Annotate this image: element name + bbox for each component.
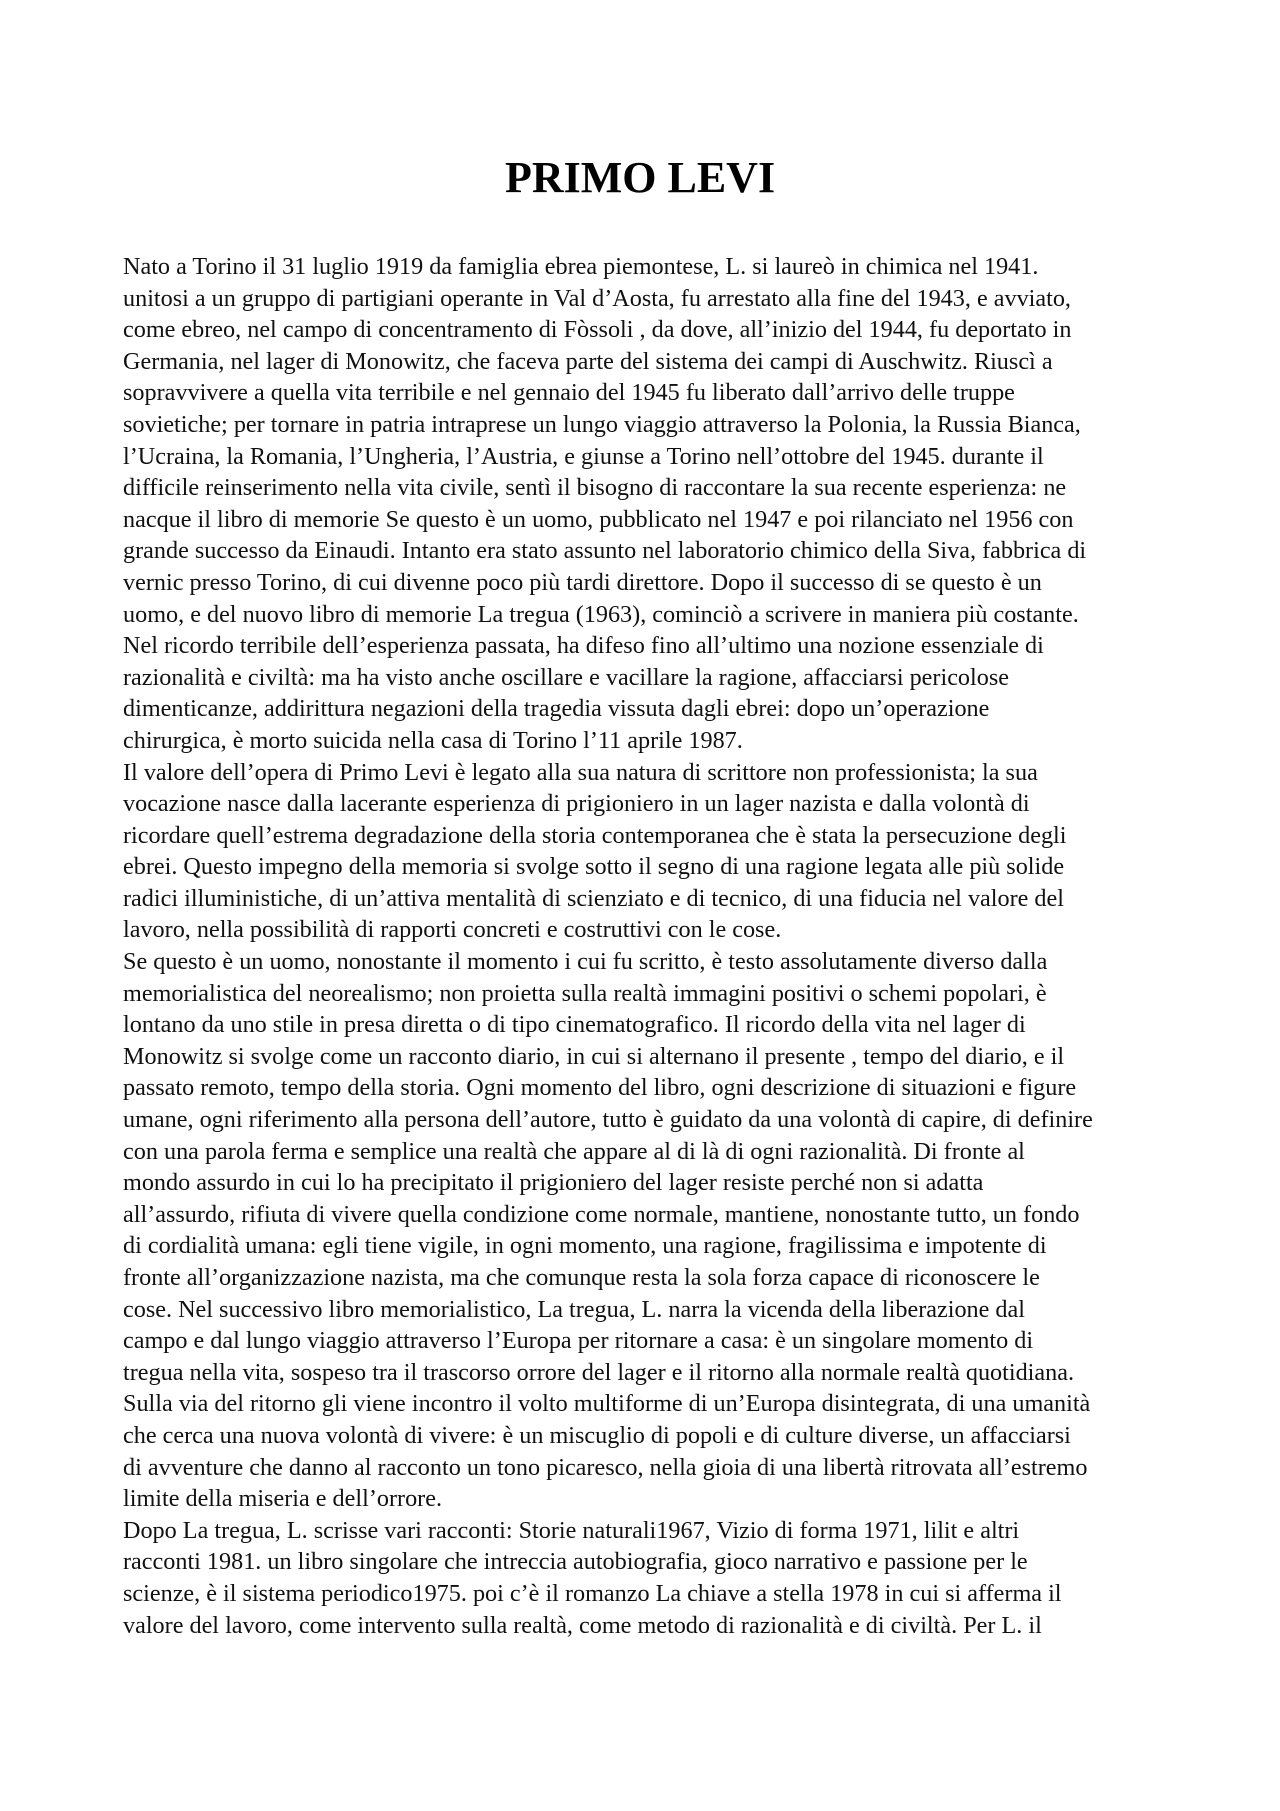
text-line: umane, ogni riferimento alla persona dell’autore, tutto è guidato da una volontà di capire, di definire [123, 1106, 1093, 1134]
text-line: racconti 1981. un libro singolare che intreccia autobiografia, gioco narrativo e passione per le [123, 1548, 1028, 1576]
text-line: all’assurdo, rifiuta di vivere quella condizione come normale, mantiene, nonostante tutto, un fondo [123, 1200, 1080, 1228]
text-line: di avventure che danno al racconto un tono picaresco, nella gioia di una libertà ritrovata all’estremo [123, 1453, 1088, 1481]
text-line: grande successo da Einaudi. Intanto era stato assunto nel laboratorio chimico della Siva, fabbrica di [123, 537, 1087, 565]
text-line: campo e dal lungo viaggio attraverso l’Europa per ritornare a casa: è un singolare momento di [123, 1327, 1034, 1355]
body-text [123, 251, 1173, 1641]
text-line: dimenticanze, addirittura negazioni della tragedia vissuta dagli ebrei: dopo un’operazione [123, 695, 990, 723]
text-line: memorialistica del neorealismo; non proietta sulla realtà immagini positivi o schemi popolari, è [123, 979, 1047, 1007]
text-line: mondo assurdo in cui lo ha precipitato il prigioniero del lager resiste perché non si adatta [123, 1169, 984, 1197]
text-line: Nel ricordo terribile dell’esperienza passata, ha difeso fino all’ultimo una nozione essenziale di [123, 632, 1044, 660]
text-line: vocazione nasce dalla lacerante esperienza di prigioniero in un lager nazista e dalla volontà di [123, 790, 1030, 818]
text-line: ebrei. Questo impegno della memoria si svolge sotto il segno di una ragione legata alle più solide [123, 853, 1065, 881]
text-line: di cordialità umana: egli tiene vigile, in ogni momento, una ragione, fragilissima e impotente di [123, 1232, 1047, 1260]
text-line: passato remoto, tempo della storia. Ogni momento del libro, ogni descrizione di situazioni e figure [123, 1074, 1077, 1102]
text-line: lavoro, nella possibilità di rapporti concreti e costruttivi con le cose. [123, 916, 782, 944]
text-line: che cerca una nuova volontà di vivere: è un miscuglio di popoli e di culture diverse, un affacciarsi [123, 1421, 1071, 1449]
text-line: chirurgica, è morto suicida nella casa di Torino l’11 aprile 1987. [123, 726, 743, 754]
text-line: radici illuministiche, di un’attiva mentalità di scienziato e di tecnico, di una fiducia nel valore del [123, 884, 1064, 912]
text-line: razionalità e civiltà: ma ha visto anche oscillare e vacillare la ragione, affacciarsi pericolose [123, 663, 1009, 691]
text-line: sovietiche; per tornare in patria intraprese un lungo viaggio attraverso la Polonia, la Russia Bianca, [123, 410, 1081, 438]
page-title: PRIMO LEVI [504, 153, 776, 202]
text-line: nacque il libro di memorie Se questo è un uomo, pubblicato nel 1947 e poi rilanciato nel 1956 con [123, 505, 1074, 533]
text-line: Germania, nel lager di Monowitz, che faceva parte del sistema dei campi di Auschwitz. Riuscì a [123, 347, 1053, 375]
text-line: lontano da uno stile in presa diretta o di tipo cinematografico. Il ricordo della vita nel lager di [123, 1011, 1026, 1039]
text-line: sopravvivere a quella vita terribile e nel gennaio del 1945 fu liberato dall’arrivo delle truppe [123, 379, 1015, 407]
text-line: Sulla via del ritorno gli viene incontro il volto multiforme di un’Europa disintegrata, di una umanità [123, 1390, 1091, 1418]
text-line: Il valore dell’opera di Primo Levi è legato alla sua natura di scrittore non professionista; la sua [123, 758, 1038, 786]
text-line: cose. Nel successivo libro memorialistico, La tregua, L. narra la vicenda della liberazione dal [123, 1295, 1025, 1323]
text-line: Monowitz si svolge come un racconto diario, in cui si alternano il presente , tempo del diario, e il [123, 1042, 1065, 1070]
text-line: valore del lavoro, come intervento sulla realtà, come metodo di razionalità e di civiltà. Per L. il [123, 1611, 1042, 1639]
text-line: uomo, e del nuovo libro di memorie La tregua (1963), cominciò a scrivere in maniera più costante. [123, 600, 1079, 628]
text-line: fronte all’organizzazione nazista, ma che comunque resta la sola forza capace di riconoscere le [123, 1264, 1040, 1291]
text-line: come ebreo, nel campo di concentramento di Fòssoli , da dove, all’inizio del 1944, fu deportato in [123, 316, 1072, 344]
text-line: vernic presso Torino, di cui divenne poco più tardi direttore. Dopo il successo di se questo è un [123, 568, 1042, 596]
text-line: scienze, è il sistema periodico1975. poi c’è il romanzo La chiave a stella 1978 in cui si afferma il [123, 1579, 1062, 1607]
text-line: unitosi a un gruppo di partigiani operante in Val d’Aosta, fu arrestato alla fine del 1943, e avviato, [123, 284, 1071, 312]
text-line: ricordare quell’estrema degradazione della storia contemporanea che è stata la persecuzione degli [123, 821, 1067, 849]
text-line: difficile reinserimento nella vita civile, sentì il bisogno di raccontare la sua recente esperienza: ne [123, 474, 1067, 502]
text-line: Dopo La tregua, L. scrisse vari racconti: Storie naturali1967, Vizio di forma 1971, lilit e altri [123, 1516, 1020, 1544]
text-line: l’Ucraina, la Romania, l’Ungheria, l’Austria, e giunse a Torino nell’ottobre del 1945. durante il [123, 442, 1044, 470]
text-line: Se questo è un uomo, nonostante il momento i cui fu scritto, è testo assolutamente diverso dalla [123, 948, 1048, 976]
text-line: con una parola ferma e semplice una realtà che appare al di là di ogni razionalità. Di fronte al [123, 1137, 1025, 1165]
text-line: Nato a Torino il 31 luglio 1919 da famiglia ebrea piemontese, L. si laureò in chimica nel 1941. [123, 253, 1039, 280]
text-line: limite della miseria e dell’orrore. [123, 1485, 443, 1513]
text-line: tregua nella vita, sospeso tra il trascorso orrore del lager e il ritorno alla normale realtà quotidiana. [123, 1358, 1075, 1386]
